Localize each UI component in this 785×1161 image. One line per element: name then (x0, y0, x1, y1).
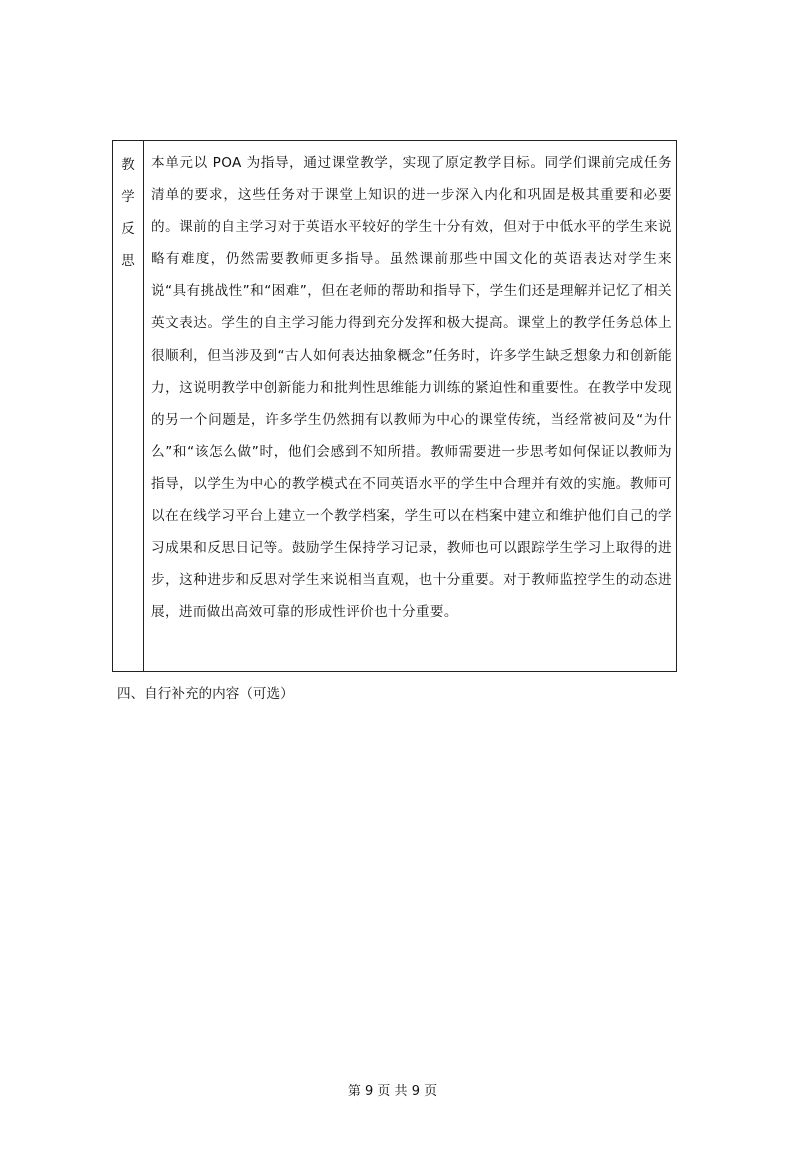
table-label-char: 思 (121, 253, 135, 269)
table-label-char: 学 (121, 189, 135, 205)
section-heading: 四、自行补充的内容（可选） (117, 686, 294, 702)
table-label-char: 教 (121, 157, 135, 173)
page-footer: 第 9 页 共 9 页 (347, 1084, 438, 1099)
table-label-cell (113, 141, 144, 671)
reflection-paragraph: 本单元以 POA 为指导，通过课堂教学，实现了原定教学目标。同学们课前完成任务清单的要求，这些任务对于课堂上知识的进一步深入内化和巩固是极其重要和必要的。课前的自主学习对于英语水平较好的学生十分有效，但对于中低水平的学生来说略有难度，仍然需要教师更多指导。虽然课前那些中国文化的英语表达对学生来说“具有挑战性”和“困难”，但在老师的帮助和指导下，学生们还是理解并记忆了相关英文表达。学生的自主学习能力得到充分发挥和极大提高。课堂上的教学任务总体上很顺利，但当涉及到“古人如何表达抽象概念”任务时，许多学生缺乏想象力和创新能力，这说明教学中创新能力和批判性思维能力训练的紧迫性和重要性。在教学中发现的另一个问题是，许多学生仍然拥有以教师为中心的课堂传统，当经常被问及“为什么”和“该怎么做”时，他们会感到不知所措。教师需要进一步思考如何保证以教师为指导，以学生为中心的教学模式在不同英语水平的学生中合理并有效的实施。教师可以在在线学习平台上建立一个教学档案，学生可以在档案中建立和维护他们自己的学习成果和反思日记等。鼓励学生保持学习记录，教师也可以跟踪学生学习上取得的进步，这种进步和反思对学生来说相当直观，也十分重要。对于教师监控学生的动态进展，进而做出高效可靠的形成性评价也十分重要。 (151, 155, 672, 621)
table-label-char: 反 (121, 221, 135, 237)
teaching-reflection-table (112, 140, 677, 672)
table-content-cell (144, 141, 676, 671)
